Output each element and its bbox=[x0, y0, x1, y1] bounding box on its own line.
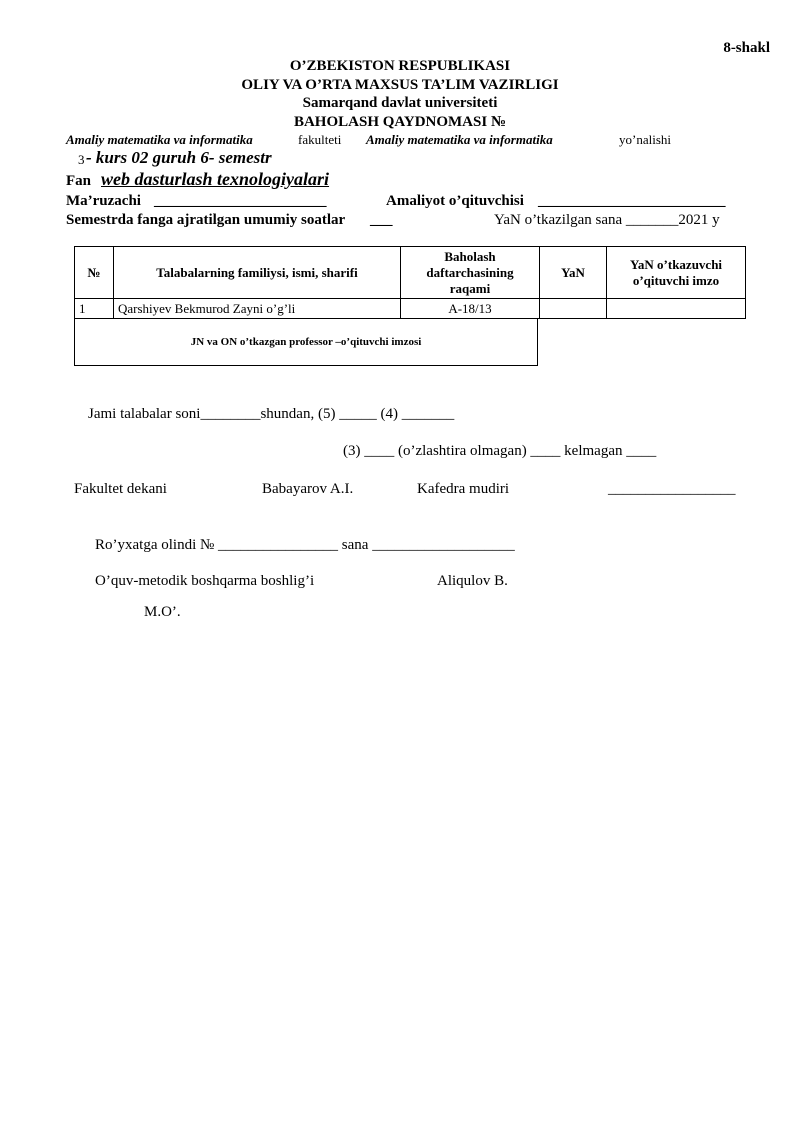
direction-label: yo’nalishi bbox=[619, 132, 671, 147]
header-university: Samarqand davlat universiteti bbox=[302, 95, 498, 111]
office-head-name: Aliqulov B. bbox=[437, 573, 508, 589]
lecturer-line: _______________________ bbox=[154, 193, 327, 209]
dean-name: Babayarov A.I. bbox=[262, 481, 354, 497]
header-record-book: Baholash daftarchasining raqami bbox=[401, 247, 540, 299]
direction-name: Amaliy matematika va informatika bbox=[366, 132, 553, 147]
course-group-semester: - kurs 02 guruh 6- semestr bbox=[86, 148, 272, 167]
dean-label: Fakultet dekani bbox=[74, 481, 167, 497]
row-yan bbox=[540, 299, 607, 319]
hours-label: Semestrda fanga ajratilgan umumiy soatlar bbox=[66, 212, 346, 228]
registration-line: Ro’yxatga olindi № ________________ sana ___________________ bbox=[95, 537, 515, 553]
row-signature bbox=[607, 299, 746, 319]
faculty-label: fakulteti bbox=[298, 132, 342, 147]
grades-table bbox=[74, 246, 746, 319]
stamp-place: M.O’. bbox=[144, 604, 181, 620]
totals-line-2: (3) ____ (o’zlashtira olmagan) ____ kelmagan ____ bbox=[343, 443, 657, 459]
row-record-book: A-18/13 bbox=[401, 299, 540, 319]
form-number: 8-shakl bbox=[723, 40, 770, 56]
exam-date-label: YaN o’tkazilgan sana _______2021 y bbox=[494, 212, 720, 228]
header-number: № bbox=[75, 247, 114, 299]
hours-line: ___ bbox=[370, 212, 393, 228]
department-head-line: _________________ bbox=[608, 481, 736, 497]
subject-value: web dasturlash texnologiyalari bbox=[101, 169, 330, 189]
row-student-name: Qarshiyev Bekmurod Zayni o’g’li bbox=[114, 299, 401, 319]
practice-teacher-label: Amaliyot o’qituvchisi bbox=[386, 193, 524, 209]
subject-label: Fan bbox=[66, 173, 92, 189]
practice-teacher-line: _________________________ bbox=[538, 193, 726, 209]
header-teacher-signature: YaN o’tkazuvchi o’qituvchi imzo bbox=[607, 247, 746, 299]
header-title: BAHOLASH QAYDNOMASI № bbox=[293, 114, 507, 130]
table-row bbox=[75, 299, 746, 319]
totals-line-1: Jami talabalar soni________shundan, (5) _____ (4) _______ bbox=[88, 406, 455, 422]
lecturer-label: Ma’ruzachi bbox=[66, 193, 141, 209]
row-number: 1 bbox=[75, 299, 114, 319]
professor-signature-box bbox=[74, 318, 538, 366]
professor-signature-note: JN va ON o’tkazgan professor –o’qituvchi imzosi bbox=[190, 335, 422, 348]
department-head-label: Kafedra mudiri bbox=[417, 481, 510, 497]
office-head-label: O’quv-metodik boshqarma boshlig’i bbox=[95, 573, 315, 589]
faculty-name: Amaliy matematika va informatika bbox=[66, 132, 253, 147]
header-ministry: OLIY VA O’RTA MAXSUS TA’LIM VAZIRLIGI bbox=[241, 77, 559, 93]
header-republic: O’ZBEKISTON RESPUBLIKASI bbox=[289, 58, 511, 74]
course-number: 3 bbox=[78, 152, 85, 167]
header-yan: YaN bbox=[540, 247, 607, 299]
header-student-name: Talabalarning familiysi, ismi, sharifi bbox=[114, 247, 401, 299]
